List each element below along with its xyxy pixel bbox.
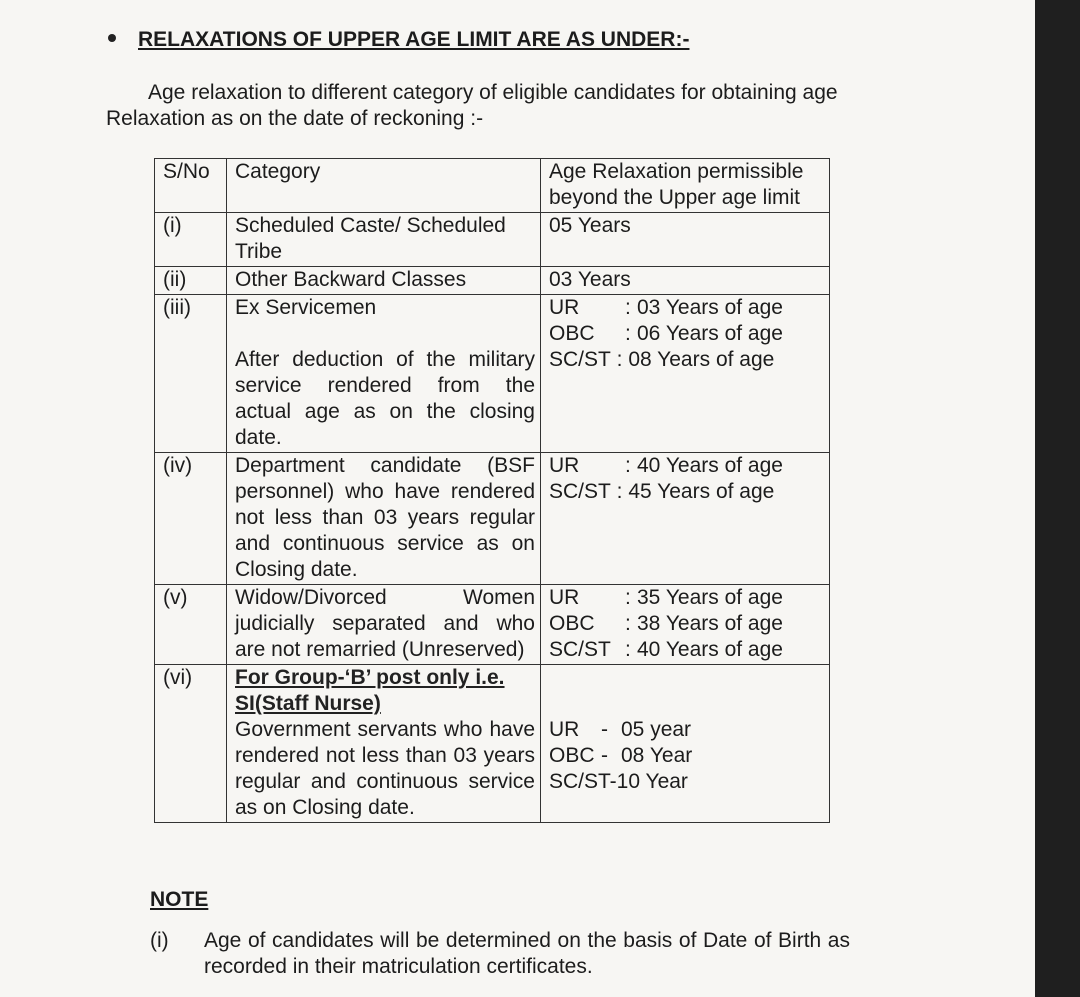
table-row: [155, 585, 830, 665]
relaxation-item: [549, 347, 824, 373]
relaxation-value: 38 Years of age: [637, 612, 783, 635]
relaxation-category: SC/ST: [549, 480, 611, 503]
category-title: Ex Servicemen: [235, 296, 377, 319]
relaxation-value: 40 Years of age: [637, 638, 783, 661]
note-text: Age of candidates will be determined on the basis of Date of Birth as recorded in their matriculation certificates.: [204, 929, 850, 978]
relaxation-item: [549, 585, 824, 611]
bullet-icon: [108, 34, 116, 42]
row-category: Department candidate (BSF personnel) who have rendered not less than 03 years regular and continuous service as on Closing date.: [227, 453, 541, 585]
table-row: [155, 213, 830, 267]
separator: -: [601, 744, 608, 767]
separator: :: [625, 586, 631, 609]
row-sno: (ii): [155, 267, 227, 295]
note-number: (i): [150, 929, 169, 952]
table-row: [155, 267, 830, 295]
row-relaxation: [541, 295, 830, 453]
intro-paragraph: [106, 80, 866, 132]
age-relaxation-table: [154, 158, 830, 823]
row-category: Other Backward Classes: [227, 267, 541, 295]
relaxation-item: [549, 295, 824, 321]
relaxation-category: UR: [549, 454, 580, 477]
table-row: [155, 453, 830, 585]
note-title: NOTE: [150, 888, 209, 911]
header-relaxation: Age Relaxation permissible beyond the Upper age limit: [541, 159, 830, 213]
row-relaxation: [541, 665, 830, 823]
row-sno: (v): [155, 585, 227, 665]
category-text: Government servants who have rendered not less than 03 years regular and continuous service as on Closing date.: [235, 718, 535, 819]
relaxation-item: [549, 743, 824, 769]
row-sno: (vi): [155, 665, 227, 823]
row-relaxation: 05 Years: [541, 213, 830, 267]
relaxation-item: SC/ST-10 Year: [549, 770, 688, 793]
separator: :: [625, 322, 631, 345]
relaxation-category: SC/ST: [549, 348, 611, 371]
row-sno: (iv): [155, 453, 227, 585]
note-item: [150, 928, 850, 980]
separator: :: [625, 454, 631, 477]
relaxation-value: 35 Years of age: [637, 586, 783, 609]
table-header-row: [155, 159, 830, 213]
relaxation-value: 08 Years of age: [628, 348, 775, 371]
relaxation-category: UR: [549, 296, 580, 319]
separator: :: [625, 612, 631, 635]
category-note: After deduction of the military service rendered from the actual age as on the closing date.: [235, 348, 535, 449]
spacer: [549, 665, 824, 717]
relaxation-value: 06 Years of age: [637, 322, 783, 345]
table-row: [155, 665, 830, 823]
relaxation-item: [549, 479, 824, 505]
row-sno: (i): [155, 213, 227, 267]
relaxation-category: OBC: [549, 322, 595, 345]
header-category: Category: [227, 159, 541, 213]
relaxation-value: 08 Year: [621, 744, 693, 767]
separator: :: [625, 296, 631, 319]
row-category: Widow/Divorced Women judicially separated and who are not remarried (Unreserved): [227, 585, 541, 665]
separator: :: [610, 348, 629, 371]
relaxation-item: [549, 453, 824, 479]
relaxation-category: UR: [549, 718, 580, 741]
separator: :: [625, 638, 631, 661]
section-heading: RELAXATIONS OF UPPER AGE LIMIT ARE AS UNDER:-: [138, 28, 690, 51]
relaxation-item: [549, 611, 824, 637]
row-category: [227, 295, 541, 453]
relaxation-category: OBC: [549, 744, 595, 767]
relaxation-value: 40 Years of age: [637, 454, 783, 477]
group-b-heading: For Group-‘B’ post only i.e. SI(Staff Nurse): [235, 666, 505, 715]
row-sno: (iii): [155, 295, 227, 453]
relaxation-value: 03 Years of age: [637, 296, 783, 319]
relaxation-category: UR: [549, 586, 580, 609]
section-heading-line: [108, 28, 689, 52]
row-relaxation: 03 Years: [541, 267, 830, 295]
intro-text: Age relaxation to different category of eligible candidates for obtaining age Relaxation as on the date of reckoning :-: [106, 81, 838, 130]
relaxation-category: OBC: [549, 612, 595, 635]
table-row: [155, 295, 830, 453]
row-relaxation: [541, 585, 830, 665]
header-sno: S/No: [155, 159, 227, 213]
relaxation-item: [549, 321, 824, 347]
relaxation-value: 05 year: [621, 718, 692, 741]
relaxation-item: [549, 637, 824, 663]
row-relaxation: [541, 453, 830, 585]
relaxation-category: SC/ST: [549, 638, 611, 661]
relaxation-value: 45 Years of age: [628, 480, 775, 503]
relaxation-item: [549, 717, 824, 743]
separator: -: [601, 718, 608, 741]
row-category: Scheduled Caste/ Scheduled Tribe: [227, 213, 541, 267]
separator: :: [610, 480, 629, 503]
row-category: [227, 665, 541, 823]
